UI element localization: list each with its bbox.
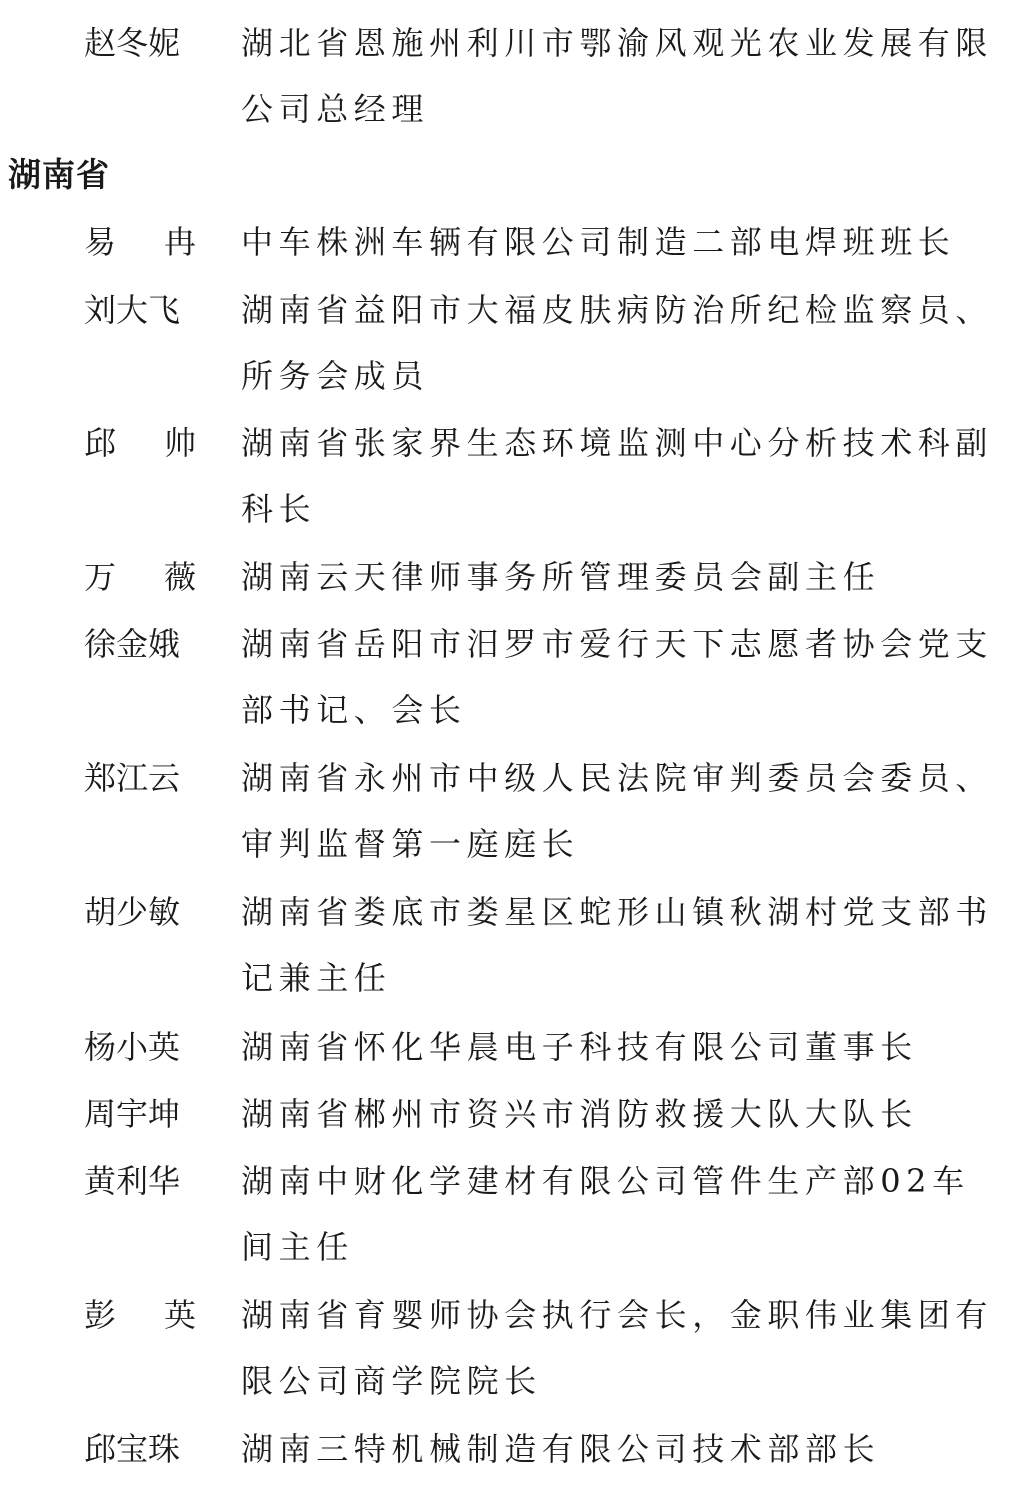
title-line: 湖南省张家界生态环境监测中心分析技术科副 [241, 424, 994, 462]
title-line: 所务会成员 [241, 357, 430, 395]
person-title [241, 209, 1001, 275]
person-name [84, 1282, 196, 1348]
name-char: 万 [84, 558, 117, 596]
person-title [241, 1014, 1001, 1080]
person-name: 杨小英 [84, 1028, 181, 1066]
title-line: 限公司商学院院长 [241, 1362, 542, 1400]
person-title [241, 611, 1001, 743]
person-title [241, 1282, 1001, 1414]
title-line: 湖南中财化学建材有限公司管件生产部02车 [241, 1162, 970, 1200]
person-title [241, 277, 1001, 409]
title-line: 中车株洲车辆有限公司制造二部电焊班班长 [241, 223, 956, 261]
province-heading: 湖南省 [8, 155, 110, 194]
title-line: 间主任 [241, 1228, 354, 1266]
person-name: 赵冬妮 [84, 24, 181, 62]
person-name: 郑江云 [84, 759, 181, 797]
name-char: 冉 [163, 223, 196, 261]
title-line: 湖南省怀化华晨电子科技有限公司董事长 [241, 1028, 918, 1066]
person-title [241, 10, 1001, 142]
person-title [241, 879, 1001, 1011]
title-line: 部书记、会长 [241, 691, 467, 729]
person-title [241, 1081, 1001, 1147]
person-name: 刘大飞 [84, 291, 181, 329]
name-char: 彭 [84, 1296, 117, 1334]
person-title [241, 544, 1001, 610]
name-char: 易 [84, 223, 117, 261]
title-line: 湖南三特机械制造有限公司技术部部长 [241, 1430, 881, 1468]
title-line: 湖南云天律师事务所管理委员会副主任 [241, 558, 881, 596]
person-name: 周宇坤 [84, 1095, 181, 1133]
title-line: 湖南省娄底市娄星区蛇形山镇秋湖村党支部书 [241, 893, 994, 931]
name-char: 薇 [163, 558, 196, 596]
person-title [241, 1148, 1001, 1280]
person-name [84, 209, 196, 275]
person-name: 黄利华 [84, 1162, 181, 1200]
title-line: 湖南省岳阳市汨罗市爱行天下志愿者协会党支 [241, 625, 994, 663]
person-name: 胡少敏 [84, 893, 181, 931]
title-line: 科长 [241, 490, 317, 528]
person-name: 徐金娥 [84, 625, 181, 663]
title-line: 公司总经理 [241, 90, 430, 128]
person-name [84, 410, 196, 476]
person-name [84, 544, 196, 610]
person-title [241, 1416, 1001, 1482]
title-line: 记兼主任 [241, 959, 392, 997]
name-char: 英 [163, 1296, 196, 1334]
name-char: 帅 [163, 424, 196, 462]
title-line: 湖南省永州市中级人民法院审判委员会委员、 [241, 759, 994, 797]
title-line: 湖南省益阳市大福皮肤病防治所纪检监察员、 [241, 291, 994, 329]
person-title [241, 410, 1001, 542]
title-line: 审判监督第一庭庭长 [241, 825, 580, 863]
title-line: 湖北省恩施州利川市鄂渝风观光农业发展有限 [241, 24, 994, 62]
title-line: 湖南省郴州市资兴市消防救援大队大队长 [241, 1095, 918, 1133]
title-line: 湖南省育婴师协会执行会长，金职伟业集团有 [241, 1296, 994, 1334]
person-name: 邱宝珠 [84, 1430, 181, 1468]
person-title [241, 745, 1001, 877]
name-char: 邱 [84, 424, 117, 462]
